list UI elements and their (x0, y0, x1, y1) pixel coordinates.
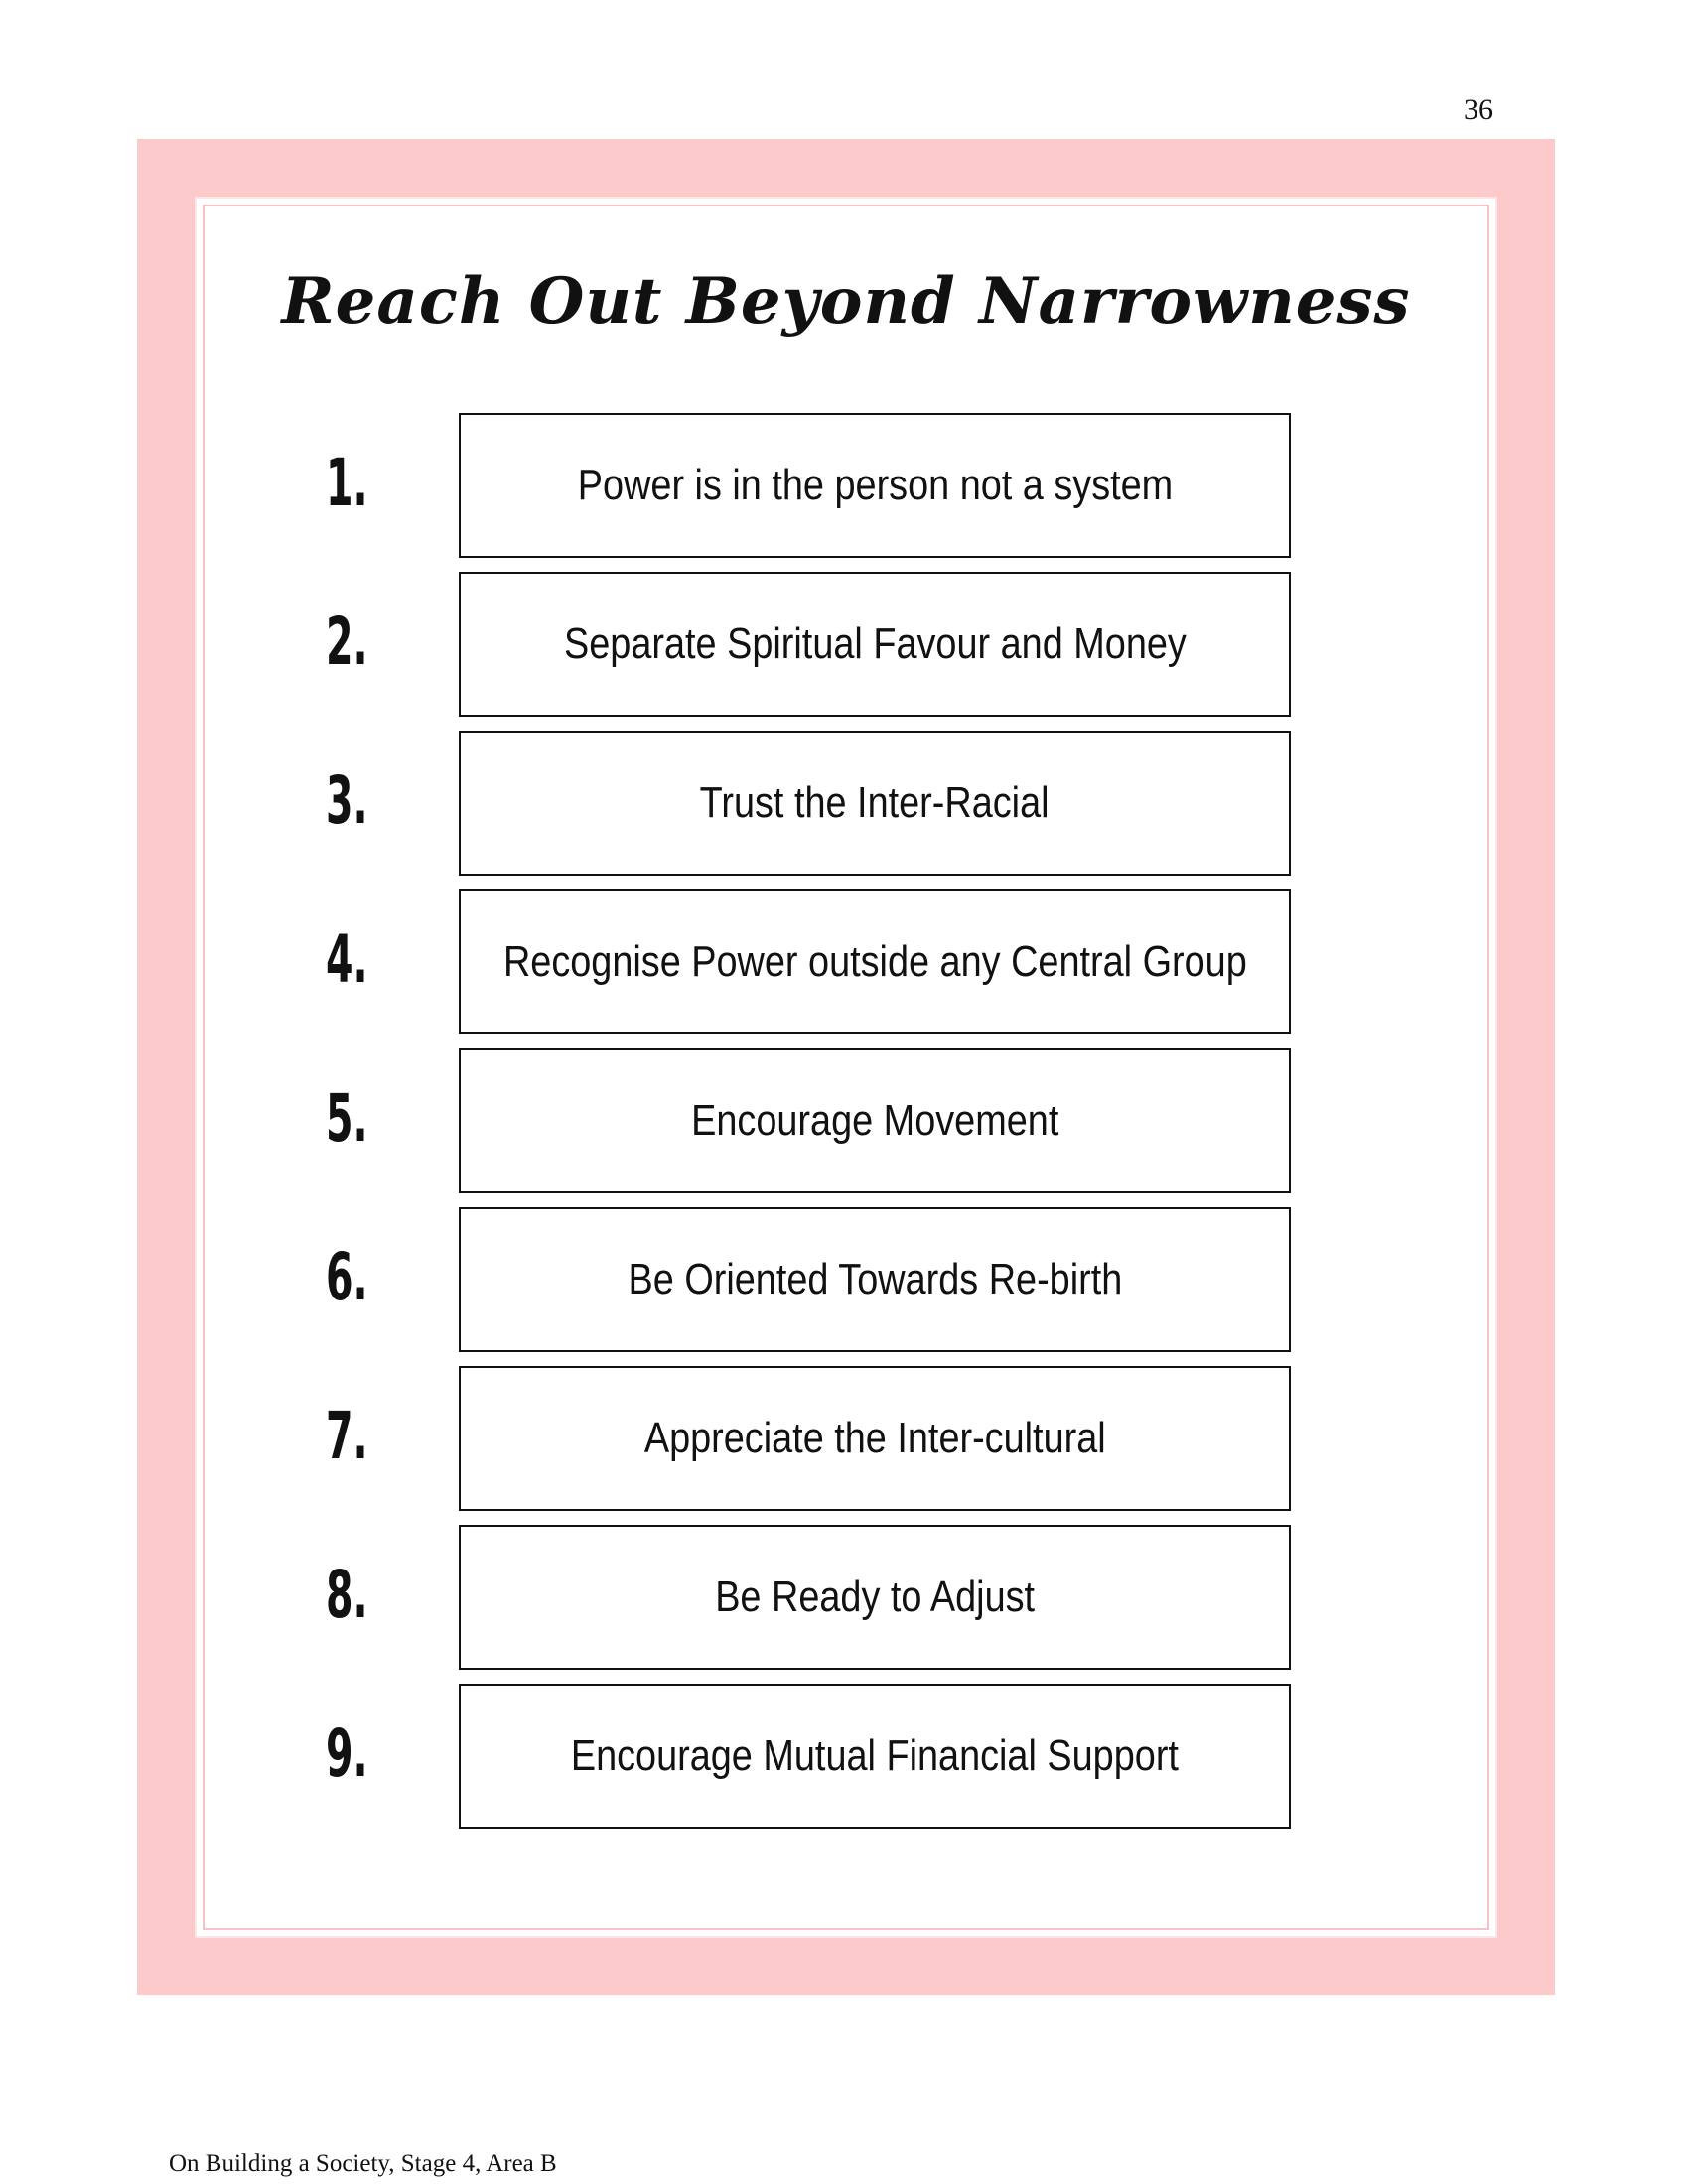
item-text: Encourage Movement (690, 1096, 1059, 1145)
item-text: Be Ready to Adjust (715, 1572, 1035, 1621)
item-text: Encourage Mutual Financial Support (570, 1731, 1180, 1780)
list-item (197, 889, 1495, 1038)
content-panel (197, 199, 1495, 1936)
item-box (459, 572, 1291, 717)
list-item (197, 1366, 1495, 1515)
item-number: 3. (326, 762, 368, 839)
item-number: 4. (326, 921, 368, 998)
list-item (197, 731, 1495, 880)
list-item (197, 1048, 1495, 1197)
item-box (459, 1366, 1291, 1511)
item-number: 6. (326, 1239, 368, 1315)
item-box (459, 889, 1291, 1034)
pink-frame (137, 139, 1555, 1995)
item-box (459, 731, 1291, 876)
item-number: 9. (326, 1715, 368, 1792)
item-box (459, 1207, 1291, 1352)
item-text: Recognise Power outside any Central Group (502, 937, 1247, 986)
item-number: 2. (326, 604, 368, 680)
item-box (459, 1525, 1291, 1670)
item-number: 5. (326, 1080, 368, 1157)
list-item (197, 413, 1495, 562)
list-item (197, 1207, 1495, 1356)
item-text: Separate Spiritual Favour and Money (563, 619, 1187, 668)
item-text: Trust the Inter-Racial (700, 778, 1050, 827)
item-box (459, 1684, 1291, 1829)
item-box (459, 413, 1291, 558)
page-heading: Reach Out Beyond Narrowness (281, 264, 1411, 339)
item-number: 1. (326, 445, 368, 521)
item-text: Be Oriented Towards Re-birth (628, 1255, 1122, 1303)
list-item (197, 572, 1495, 721)
item-text: Appreciate the Inter-cultural (643, 1414, 1106, 1462)
item-box (459, 1048, 1291, 1193)
item-number: 8. (326, 1557, 368, 1633)
list-item (197, 1684, 1495, 1833)
page-number: 36 (1464, 93, 1493, 126)
page-footer: On Building a Society, Stage 4, Area B (169, 2150, 557, 2177)
list-item (197, 1525, 1495, 1674)
item-number: 7. (326, 1398, 368, 1474)
item-text: Power is in the person not a system (577, 461, 1173, 509)
